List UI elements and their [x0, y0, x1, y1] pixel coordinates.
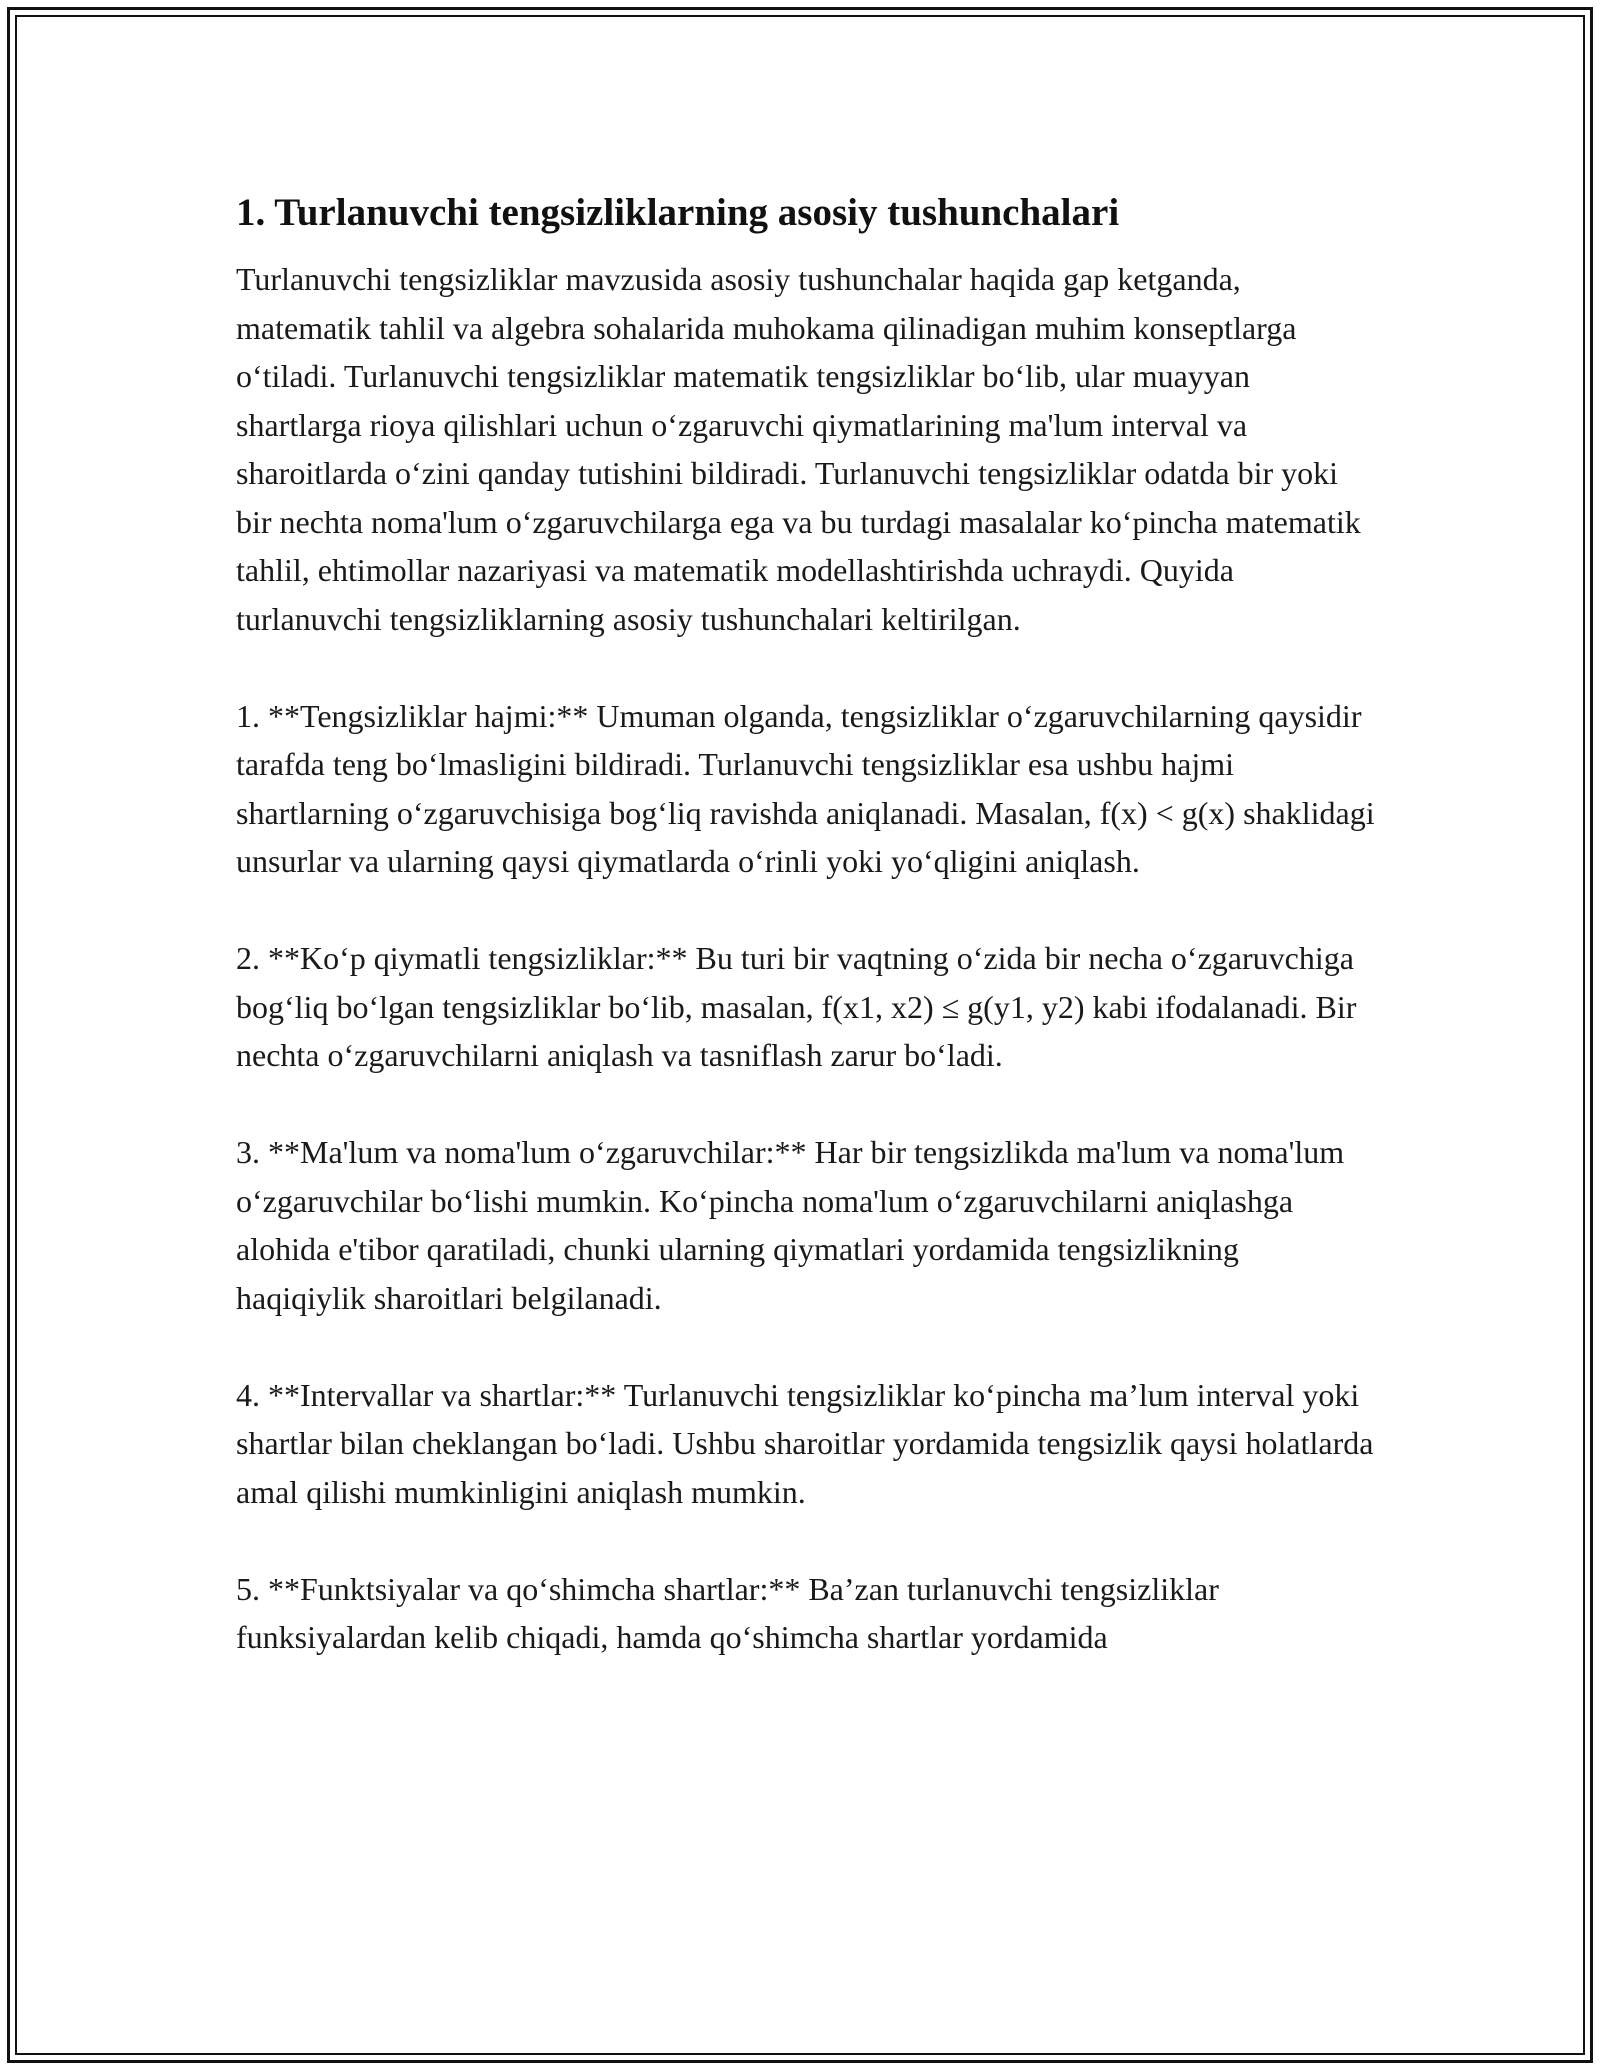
list-item-5: 5. **Funktsiyalar va qo‘shimcha shartlar:** Ba’zan turlanuvchi tengsizliklar funksiyalardan kelib chiqadi, hamda qo‘shimcha shartlar yordamida	[236, 1570, 1219, 1655]
list-item-4: 4. **Intervallar va shartlar:** Turlanuvchi tengsizliklar ko‘pincha ma’lum interval yoki shartlar bilan cheklangan bo‘ladi. Ushbu sharoitlar yordamida tengsizlik qaysi holatlarda amal qilishi mumkinligini aniqlash mumkin.	[236, 1376, 1374, 1510]
section-heading: 1. Turlanuvchi tengsizliklarning asosiy tushunchalari	[236, 191, 1120, 234]
list-item-1: 1. **Tengsizliklar hajmi:** Umuman olganda, tengsizliklar o‘zgaruvchilarning qaysidir tarafda teng bo‘lmasligini bildiradi. Turlanuvchi tengsizliklar esa ushbu hajmi shartlarning o‘zgaruvchisiga bog‘liq ravishda aniqlanadi. Masalan, f(x) < g(x) shaklidagi unsurlar va ularning qaysi qiymatlarda o‘rinli yoki yo‘qligini aniqlash.	[236, 697, 1375, 879]
document-body	[236, 183, 1376, 1710]
intro-paragraph: Turlanuvchi tengsizliklar mavzusida asosiy tushunchalar haqida gap ketganda, matematik tahlil va algebra sohalarida muhokama qilinadigan muhim konseptlarga o‘tiladi. Turlanuvchi tengsizliklar matematik tengsizliklar bo‘lib, ular muayyan shartlarga rioya qilishlari uchun o‘zgaruvchi qiymatlarining ma'lum interval va sharoitlarda o‘zini qanday tutishini bildiradi. Turlanuvchi tengsizliklar odatda bir yoki bir nechta noma'lum o‘zgaruvchilarga ega va bu turdagi masalalar ko‘pincha matematik tahlil, ehtimollar nazariyasi va matematik modellashtirishda uchraydi. Quyida turlanuvchi tengsizliklarning asosiy tushunchalari keltirilgan.	[236, 261, 1361, 637]
list-item-3: 3. **Ma'lum va noma'lum o‘zgaruvchilar:** Har bir tengsizlikda ma'lum va noma'lum o‘zgaruvchilar bo‘lishi mumkin. Ko‘pincha noma'lum o‘zgaruvchilarni aniqlashga alohida e'tibor qaratiladi, chunki ularning qiymatlari yordamida tengsizlikning haqiqiylik sharoitlari belgilanadi.	[236, 1134, 1345, 1316]
list-item-2: 2. **Ko‘p qiymatli tengsizliklar:** Bu turi bir vaqtning o‘zida bir necha o‘zgaruvchiga bog‘liq bo‘lgan tengsizliklar bo‘lib, masalan, f(x1, x2) ≤ g(y1, y2) kabi ifodalanadi. Bir nechta o‘zgaruvchilarni aniqlash va tasniflash zarur bo‘ladi.	[236, 940, 1357, 1073]
